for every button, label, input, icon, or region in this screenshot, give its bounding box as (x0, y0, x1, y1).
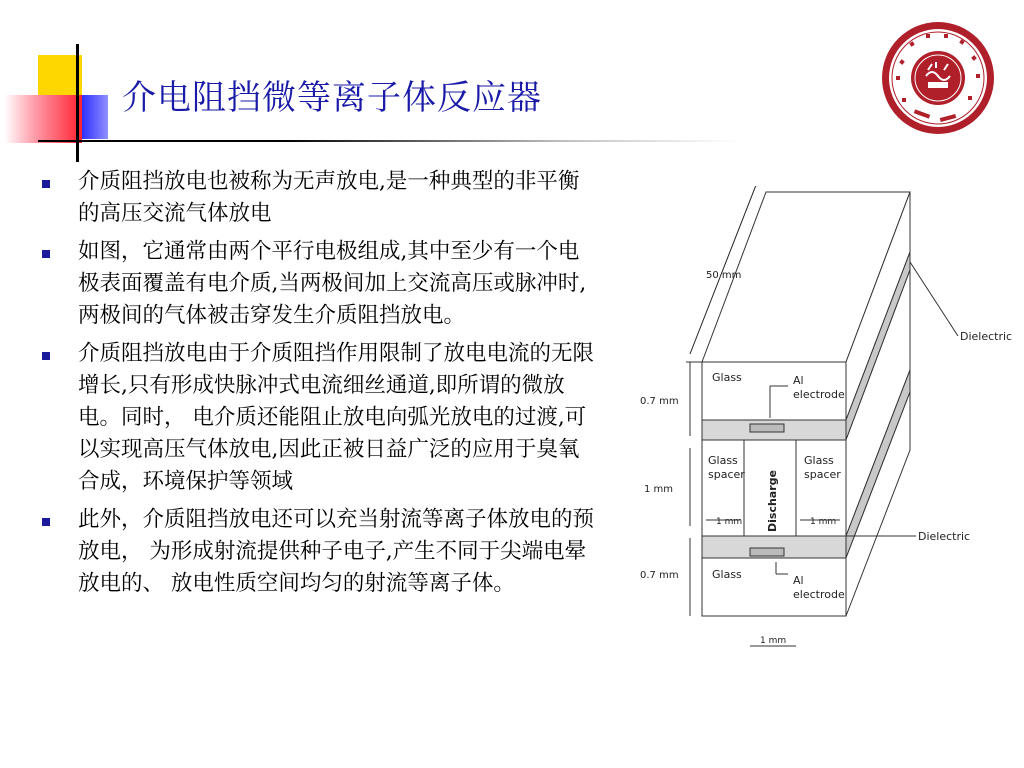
label-1mm: 1 mm (644, 484, 674, 495)
label-dielectric-top: Dielectric (960, 330, 1013, 343)
label-dielectric-bottom: Dielectric (918, 530, 971, 543)
label-glass-top: Glass (712, 371, 742, 384)
decor-vertical-line (76, 44, 79, 162)
label-1mm-right: 1 mm (810, 517, 837, 527)
university-seal-logo (880, 20, 996, 136)
label-50mm: 50 mm (706, 270, 742, 281)
bullet-text: 介质阻挡放电也被称为无声放电,是一种典型的非平衡的高压交流气体放电 (78, 169, 580, 226)
label-electrode-top: electrode (793, 388, 845, 401)
label-1mm-left: 1 mm (716, 517, 743, 527)
label-spacer-right: spacer (804, 468, 841, 481)
bullet-item (38, 504, 598, 600)
bullet-list (38, 166, 598, 606)
label-glass-bottom: Glass (712, 568, 742, 581)
label-al-bottom: Al (793, 574, 804, 587)
dbd-reactor-diagram (640, 186, 1020, 666)
bullet-item (38, 338, 598, 498)
bullet-marker (42, 352, 50, 360)
bullet-text: 介质阻挡放电由于介质阻挡作用限制了放电电流的无限增长,只有形成快脉冲式电流细丝通道,即所谓的微放电。同时， 电介质还能阻止放电向弧光放电的过渡,可以实现高压气体放电,因此正被日益广泛的应用于臭氧合成，环境保护等领域 (78, 341, 595, 494)
label-discharge: Discharge (766, 470, 779, 532)
bullet-item (38, 166, 598, 230)
bullet-item (38, 236, 598, 332)
decor-red-square (4, 95, 82, 143)
label-glass-spacer-left: Glass (708, 454, 738, 467)
label-spacer-left: spacer (708, 468, 745, 481)
label-al-top: Al (793, 374, 804, 387)
label-1mm-bottom: 1 mm (760, 636, 787, 646)
title-underline (38, 140, 738, 142)
label-glass-spacer-right: Glass (804, 454, 834, 467)
bullet-marker (42, 518, 50, 526)
label-07mm-bottom: 0.7 mm (640, 570, 679, 581)
label-electrode-bottom: electrode (793, 588, 845, 601)
decor-blue-square (82, 95, 108, 139)
label-07mm-top: 0.7 mm (640, 396, 679, 407)
bullet-marker (42, 180, 50, 188)
slide-title: 介电阻挡微等离子体反应器 (122, 78, 542, 118)
bullet-text: 此外，介质阻挡放电还可以充当射流等离子体放电的预放电， 为形成射流提供种子电子,产生不同于尖端电晕放电的、 放电性质空间均匀的射流等离子体。 (78, 507, 595, 596)
bullet-text: 如图，它通常由两个平行电极组成,其中至少有一个电极表面覆盖有电介质,当两极间加上交流高压或脉冲时,两极间的气体被击穿发生介质阻挡放电。 (78, 239, 587, 328)
bullet-marker (42, 250, 50, 258)
